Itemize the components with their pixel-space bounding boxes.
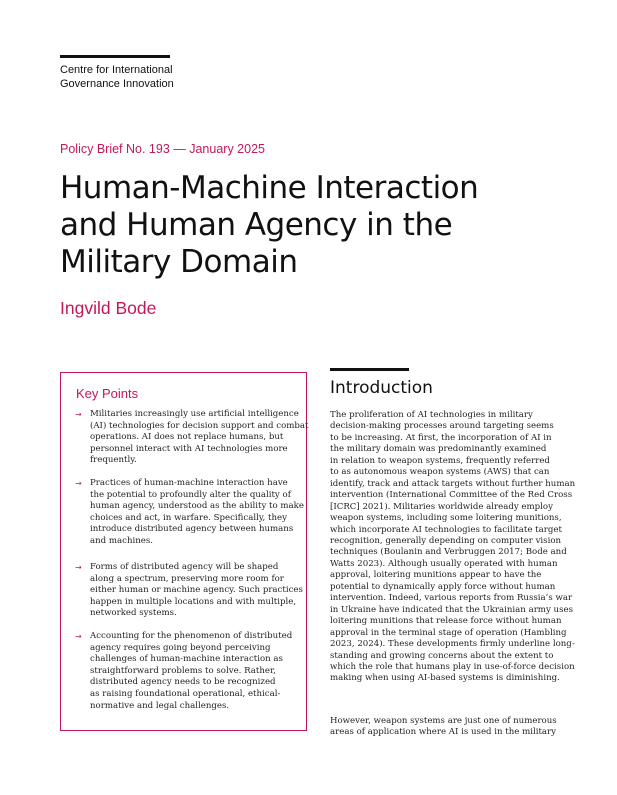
introduction-paragraph-2: [330, 716, 557, 739]
paragraph-line: However, weapon systems are just one of numerous: [330, 716, 557, 726]
key-point-line: Forms of distributed agency will be shaped: [90, 562, 279, 572]
key-point-line: Accounting for the phenomenon of distributed: [90, 631, 293, 641]
title-line: Human-Machine Interaction: [60, 170, 479, 206]
paragraph-line: areas of application where AI is used in the military: [330, 727, 557, 738]
key-point-line: (AI) technologies for decision support and combat: [90, 420, 309, 431]
key-point-line: straightforward problems to solve. Rather,: [90, 665, 276, 676]
paragraph-line: recognition, generally depending on computer vision: [330, 535, 562, 546]
key-points-heading: Key Points: [76, 386, 139, 401]
paragraph-line: loitering munitions that release force without human: [330, 616, 562, 627]
key-point-line: operations. AI does not replace humans, but: [90, 432, 284, 443]
key-point: [75, 631, 298, 712]
key-points-box: [60, 372, 307, 731]
key-point-line: frequently.: [90, 455, 137, 466]
key-point-line: happen in multiple locations and with multiple,: [90, 596, 297, 607]
paragraph-line: to as autonomous weapon systems (AWS) that can: [330, 467, 550, 478]
key-point: [75, 478, 304, 548]
paragraph-line: which the role that humans play in use-of-force decision: [330, 661, 575, 672]
key-point-line: human agency, understood as the ability to make: [90, 501, 304, 512]
key-point-line: normative and legal challenges.: [90, 700, 230, 711]
policy-brief-label: Policy Brief No. 193 — January 2025: [60, 142, 265, 156]
key-point: [75, 562, 303, 620]
organization-name: [60, 64, 174, 91]
paragraph-line: [ICRC] 2021). Militaries worldwide already employ: [330, 501, 553, 512]
key-point: [75, 409, 309, 467]
paragraph-line: intervention (International Committee of the Red Cross: [330, 490, 573, 501]
paragraph-line: in Ukraine have indicated that the Ukrainian army uses: [330, 604, 573, 615]
paragraph-line: to be increasing. At first, the incorporation of AI in: [330, 432, 552, 443]
key-point-line: the potential to profoundly alter the quality of: [90, 489, 291, 500]
title-line: and Human Agency in the: [60, 207, 453, 243]
key-point-line: distributed agency needs to be recognized: [90, 677, 276, 688]
key-point-line: either human or machine agency. Such practices: [90, 585, 303, 596]
author-name: Ingvild Bode: [60, 298, 157, 318]
key-point-line: choices and act, in warfare. Specifically, they: [90, 512, 287, 523]
key-point-line: along a spectrum, preserving more room for: [90, 573, 284, 584]
org-line-1: Centre for International: [60, 64, 173, 76]
introduction-rule: [330, 368, 409, 371]
arrow-icon: →: [75, 410, 82, 419]
paragraph-line: Watts 2023). Although usually operated with human: [330, 558, 558, 569]
document-title: [60, 170, 520, 281]
key-point-line: as raising foundational operational, ethical-: [90, 688, 281, 699]
paragraph-line: making when using AI-based systems is diminishing.: [330, 673, 560, 684]
paragraph-line: in relation to weapon systems, frequently referred: [330, 455, 550, 466]
key-point-line: challenges of human-machine interaction as: [90, 654, 283, 665]
key-point-line: agency requires going beyond perceiving: [90, 642, 271, 653]
key-point-line: and machines.: [90, 535, 154, 546]
key-point-line: introduce distributed agency between humans: [90, 524, 294, 535]
introduction-paragraph-1: [330, 410, 575, 685]
arrow-icon: →: [75, 479, 82, 488]
paragraph-line: approval in the terminal stage of operation (Hambling: [330, 627, 567, 638]
paragraph-line: the military domain was predominantly examined: [330, 444, 547, 455]
paragraph-line: weapon systems, including some loitering munitions,: [330, 513, 562, 524]
title-line: Military Domain: [60, 244, 298, 280]
paragraph-line: which incorporate AI technologies to facilitate target: [330, 524, 562, 535]
introduction-heading: Introduction: [330, 378, 433, 398]
paragraph-line: identify, track and attack targets without further human: [330, 478, 576, 489]
paragraph-line: techniques (Boulanin and Verbruggen 2017; Bode and: [330, 547, 567, 558]
paragraph-line: decision-making processes around targeting seems: [330, 421, 554, 432]
key-point-line: Militaries increasingly use artificial intelligence: [90, 409, 299, 419]
paragraph-line: intervention. Indeed, various reports from Russia’s war: [330, 593, 573, 604]
key-point-line: personnel interact with AI technologies more: [90, 443, 288, 454]
paragraph-line: The proliferation of AI technologies in military: [330, 410, 533, 420]
org-line-2: Governance Innovation: [60, 77, 174, 90]
paragraph-line: potential to dynamically apply force without human: [330, 581, 556, 592]
key-point-line: networked systems.: [90, 608, 177, 619]
paragraph-line: standing and growing concerns about the extent to: [330, 650, 554, 661]
paragraph-line: approval, loitering munitions appear to have the: [330, 570, 542, 581]
arrow-icon: →: [75, 632, 82, 641]
key-point-line: Practices of human-machine interaction have: [90, 478, 288, 488]
paragraph-line: 2023, 2024). These developments firmly underline long-: [330, 639, 575, 650]
arrow-icon: →: [75, 563, 82, 572]
header-rule: [60, 55, 170, 58]
